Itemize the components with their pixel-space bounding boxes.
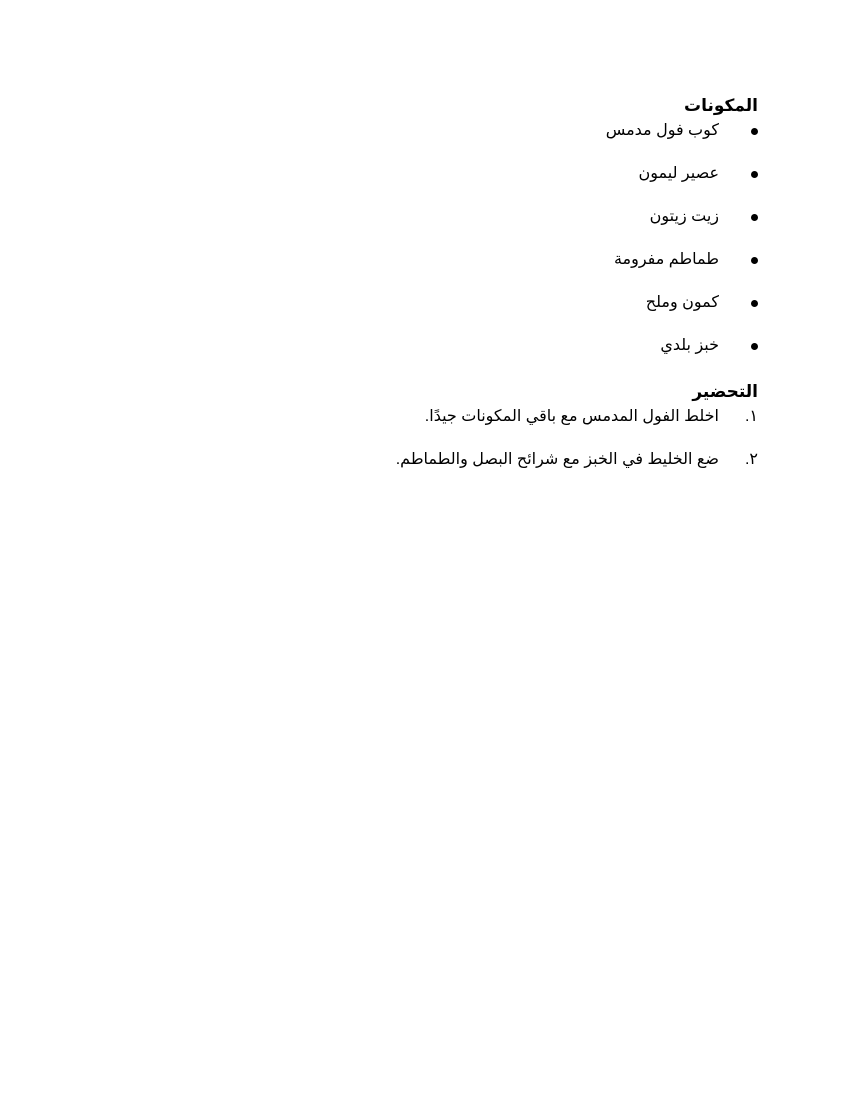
ingredients-heading: المكونات — [683, 96, 758, 115]
bullet-icon — [751, 257, 758, 264]
ingredients-list — [198, 120, 758, 356]
bullet-icon — [751, 128, 758, 135]
ingredient-text: عصير ليمون — [638, 165, 719, 182]
bullet-icon — [751, 214, 758, 221]
ingredient-text: خبز بلدي — [660, 337, 719, 354]
bullet-icon — [751, 300, 758, 307]
step-item — [198, 449, 758, 470]
step-text: اخلط الفول المدمس مع باقي المكونات جيدًا. — [424, 408, 719, 425]
ingredient-text: طماطم مفرومة — [613, 251, 719, 268]
step-item — [198, 406, 758, 427]
bullet-icon — [751, 171, 758, 178]
list-item — [198, 120, 758, 141]
list-item — [198, 335, 758, 356]
recipe-content — [198, 92, 758, 492]
list-item — [198, 163, 758, 184]
ingredient-text: زيت زيتون — [649, 208, 719, 225]
ingredient-text: كوب فول مدمس — [605, 122, 719, 139]
step-number: ٢. — [744, 451, 758, 468]
step-number: ١. — [744, 408, 758, 425]
ingredient-text: كمون وملح — [645, 294, 719, 311]
list-item — [198, 249, 758, 270]
list-item — [198, 206, 758, 227]
method-heading: التحضير — [692, 382, 758, 401]
steps-list — [198, 406, 758, 470]
list-item — [198, 292, 758, 313]
bullet-icon — [751, 343, 758, 350]
step-text: ضع الخليط في الخبز مع شرائح البصل والطماطم. — [395, 451, 719, 468]
